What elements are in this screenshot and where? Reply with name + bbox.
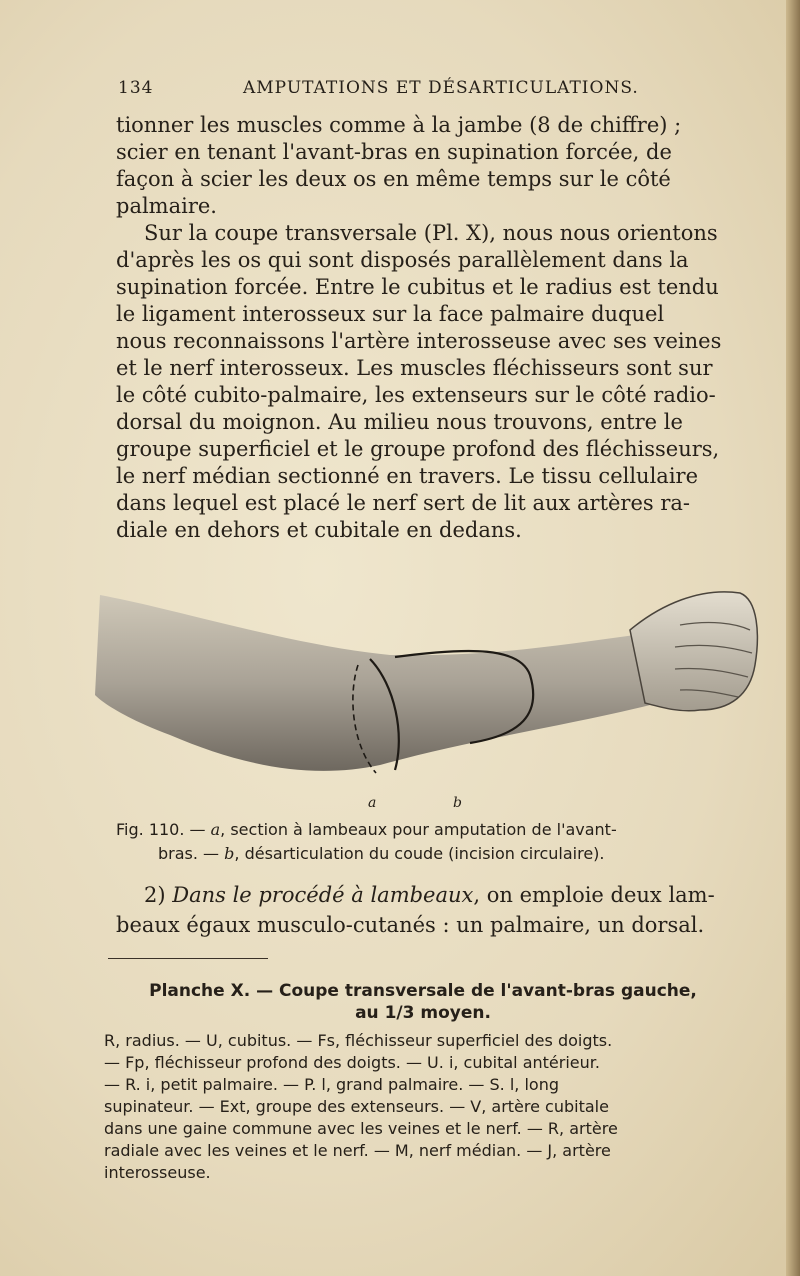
- text-line: le ligament interosseux sur la face palmaire duquel: [116, 302, 665, 326]
- caption-b: b: [224, 844, 235, 863]
- legend-line: supinateur. — Ext, groupe des extenseurs. — V, artère cubitale: [104, 1097, 609, 1116]
- text-line: d'après les os qui sont disposés parallèlement dans la: [116, 248, 689, 272]
- text-line: et le nerf interosseux. Les muscles fléchisseurs sont sur: [116, 356, 713, 380]
- text-line: dorsal du moignon. Au milieu nous trouvons, entre le: [116, 410, 683, 434]
- text-line: supination forcée. Entre le cubitus et le radius est tendu: [116, 275, 719, 299]
- paragraph-1: [116, 112, 738, 220]
- legend-line: radiale avec les veines et le nerf. — M, nerf médian. — J, artère: [104, 1141, 611, 1160]
- text-line: le côté cubito-palmaire, les extenseurs sur le côté radio-: [116, 383, 716, 407]
- text-line: , on emploie deux lam-: [473, 883, 715, 907]
- forearm-drawing: [90, 585, 760, 785]
- caption-text: bras. —: [158, 844, 220, 863]
- figure-caption: [116, 818, 738, 866]
- figure-label-a: a: [368, 795, 377, 811]
- legend-line: R, radius. — U, cubitus. — Fs, fléchisseur superficiel des doigts.: [104, 1031, 613, 1050]
- text-line: scier en tenant l'avant-bras en supination forcée, de: [116, 140, 672, 164]
- figure-label-b: b: [453, 795, 462, 811]
- plate-legend: [104, 1030, 724, 1184]
- fist-shape: [630, 592, 757, 711]
- text-line: façon à scier les deux os en même temps sur le côté: [116, 167, 671, 191]
- footnote-rule: [108, 958, 268, 959]
- text-line: dans lequel est placé le nerf sert de lit aux artères ra-: [116, 491, 691, 515]
- text-line: beaux égaux musculo-cutanés : un palmaire, un dorsal.: [116, 913, 705, 937]
- arm-shape: [95, 595, 650, 771]
- forearm-illustration: [90, 585, 760, 785]
- caption-a: a: [210, 820, 221, 839]
- plate-title-line: au 1/3 moyen.: [355, 1003, 491, 1023]
- legend-line: — R. i, petit palmaire. — P. l, grand palmaire. — S. l, long: [104, 1075, 559, 1094]
- caption-text: , désarticulation du coude (incision circulaire).: [234, 844, 605, 863]
- text-line: Sur la coupe transversale (Pl. X), nous nous orientons: [144, 221, 718, 245]
- plate-title-line: Planche X. — Coupe transversale de l'avant-bras gauche,: [149, 981, 697, 1001]
- running-title: AMPUTATIONS ET DÉSARTICULATIONS.: [243, 78, 639, 98]
- text-line: le nerf médian sectionné en travers. Le tissu cellulaire: [116, 464, 699, 488]
- paragraph-2: [116, 220, 738, 544]
- legend-line: interosseuse.: [104, 1163, 211, 1182]
- running-head: [118, 78, 718, 104]
- plate-title: [108, 980, 738, 1024]
- legend-line: — Fp, fléchisseur profond des doigts. — U. i, cubital antérieur.: [104, 1053, 600, 1072]
- body-text: [116, 112, 738, 544]
- legend-line: dans une gaine commune avec les veines et le nerf. — R, artère: [104, 1119, 618, 1138]
- caption-prefix: Fig. 110. —: [116, 820, 206, 839]
- page-number: 134: [118, 78, 154, 98]
- text-line: diale en dehors et cubitale en dedans.: [116, 518, 522, 542]
- text-line: groupe superficiel et le groupe profond des fléchisseurs,: [116, 437, 720, 461]
- paragraph-italic: Dans le procédé à lambeaux: [172, 883, 474, 907]
- caption-line-2: [116, 842, 738, 866]
- text-line: palmaire.: [116, 194, 217, 218]
- text-line: nous reconnaissons l'artère interosseuse avec ses veines: [116, 329, 722, 353]
- caption-text: , section à lambeaux pour amputation de l'avant-: [220, 820, 617, 839]
- paragraph-lambeaux: [116, 880, 738, 940]
- page-edge: [786, 0, 800, 1276]
- paragraph-number: 2): [144, 883, 166, 907]
- text-line: tionner les muscles comme à la jambe (8 de chiffre) ;: [116, 113, 682, 137]
